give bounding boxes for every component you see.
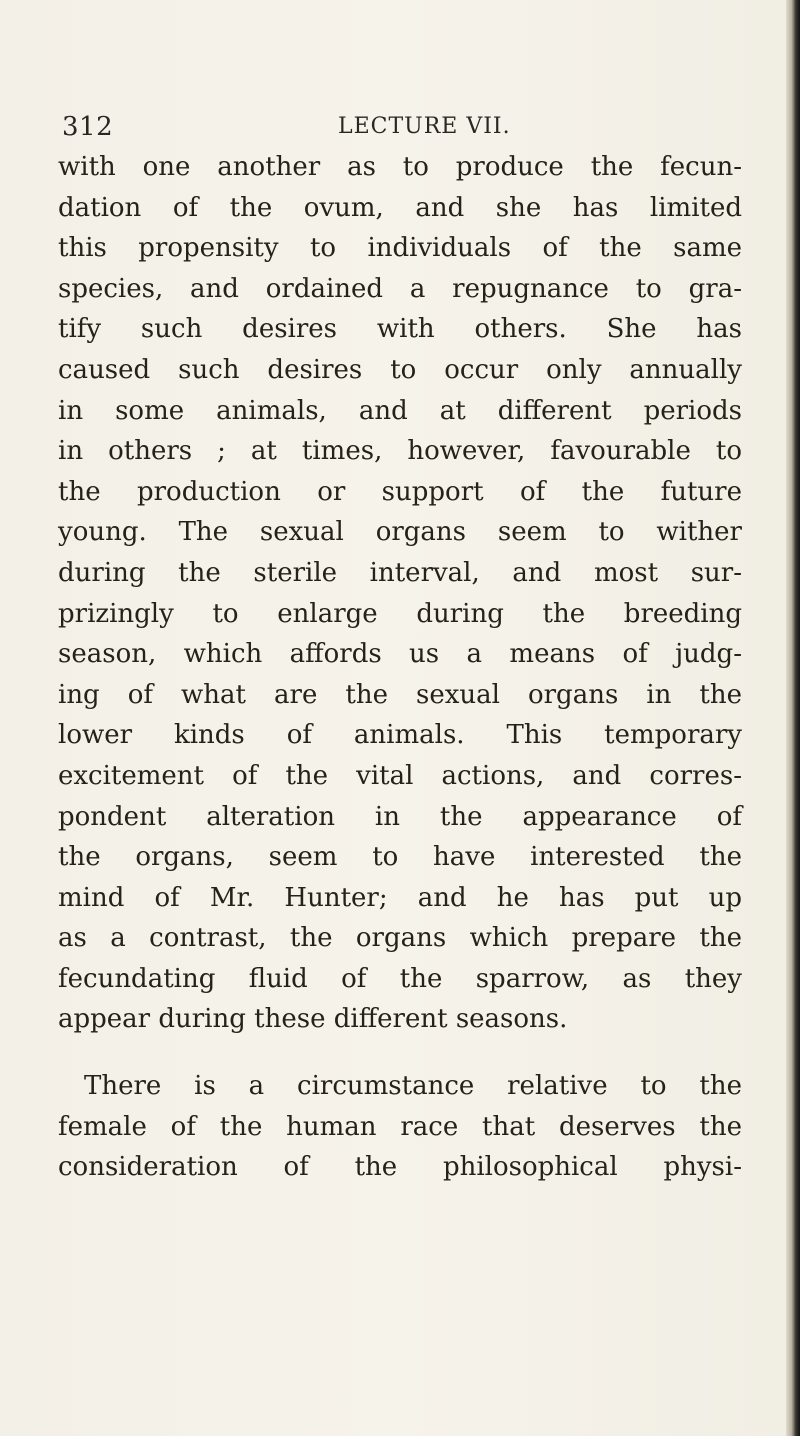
text-line: excitement of the vital actions, and corres- [58, 760, 742, 791]
text-line: ing of what are the sexual organs in the [58, 679, 742, 710]
text-line: caused such desires to occur only annually [58, 354, 742, 385]
text-line: lower kinds of animals. This temporary [58, 720, 742, 751]
text-line: dation of the ovum, and she has limited [58, 192, 742, 223]
text-line: consideration of the philosophical physi- [58, 1152, 742, 1183]
text-line: this propensity to individuals of the same [58, 233, 742, 264]
text-line: the organs, seem to have interested the [58, 842, 742, 873]
text-line: season, which affords us a means of judg- [58, 639, 742, 670]
paragraph-2 [58, 1066, 742, 1188]
page-number: 312 [62, 112, 114, 142]
text-line: in some animals, and at different periods [58, 395, 742, 426]
running-head: LECTURE VII. [338, 114, 511, 139]
page-header [0, 108, 790, 148]
body-text [58, 147, 742, 1188]
text-line: in others ; at times, however, favourable to [58, 436, 742, 467]
text-line: with one another as to produce the fecun- [58, 152, 742, 182]
text-line: mind of Mr. Hunter; and he has put up [58, 882, 742, 913]
text-line: fecundating fluid of the sparrow, as they [58, 963, 742, 994]
text-line: prizingly to enlarge during the breeding [58, 598, 742, 629]
text-line: the production or support of the future [58, 476, 742, 507]
text-line: pondent alteration in the appearance of [58, 801, 742, 832]
paragraph-gap [58, 1040, 742, 1066]
text-line: appear during these different seasons. [58, 1004, 568, 1035]
text-line: There is a circumstance relative to the [84, 1071, 742, 1102]
text-line: female of the human race that deserves the [58, 1111, 742, 1142]
paragraph-1 [58, 147, 742, 1040]
text-line: species, and ordained a repugnance to gra- [58, 273, 742, 304]
text-line: as a contrast, the organs which prepare the [58, 923, 742, 954]
text-line: tify such desires with others. She has [58, 314, 742, 345]
text-line: during the sterile interval, and most sur- [58, 557, 742, 588]
text-line: young. The sexual organs seem to wither [58, 517, 742, 548]
page-edge-shadow [786, 0, 800, 1436]
